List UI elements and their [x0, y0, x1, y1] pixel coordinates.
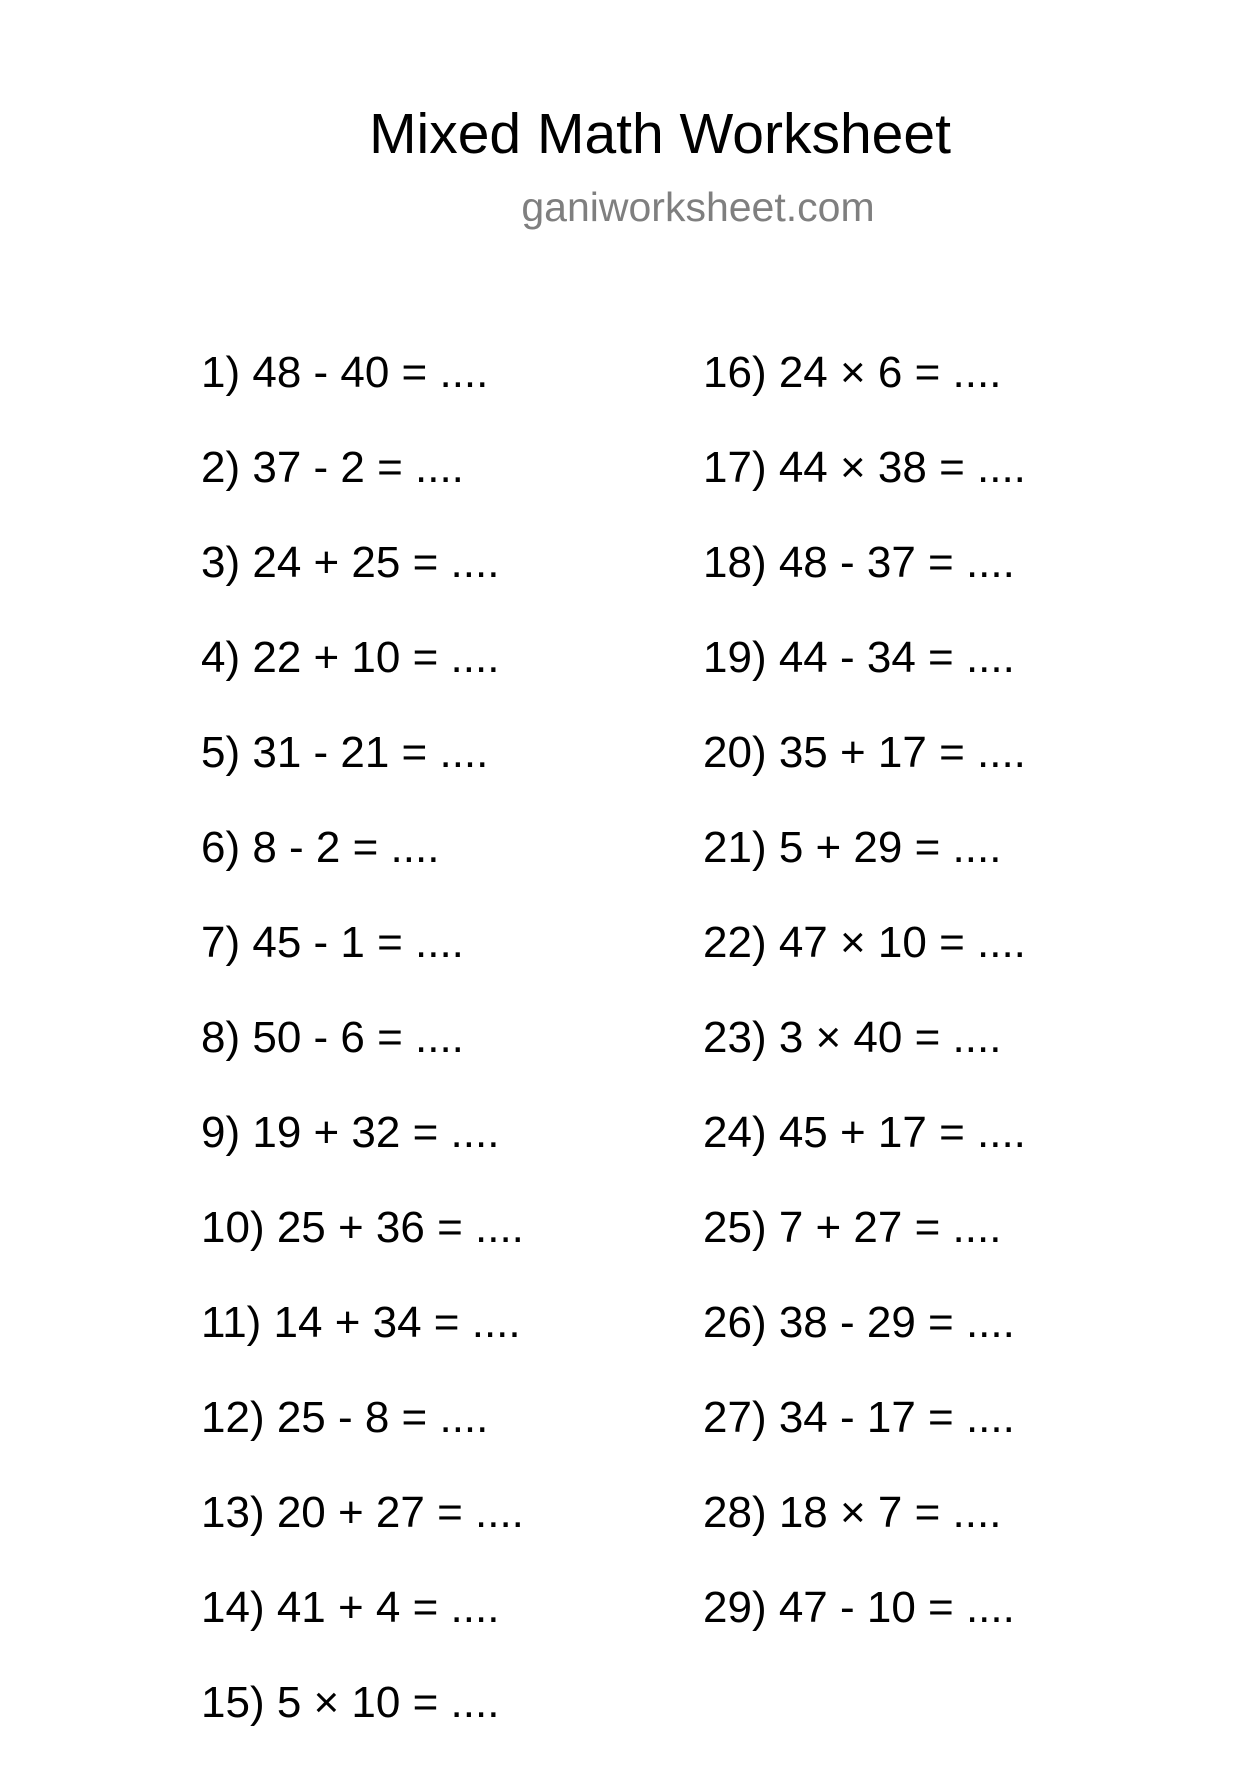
problem-13: 13) 20 + 27 = .... — [201, 1488, 524, 1537]
problem-6: 6) 8 - 2 = .... — [201, 823, 440, 872]
problem-11: 11) 14 + 34 = .... — [201, 1298, 521, 1347]
problem-20: 20) 35 + 17 = .... — [703, 728, 1026, 777]
problem-26: 26) 38 - 29 = .... — [703, 1298, 1015, 1347]
problem-column-right — [703, 343, 1026, 1673]
problem-10: 10) 25 + 36 = .... — [201, 1203, 524, 1252]
problem-column-left — [201, 343, 524, 1768]
problem-12: 12) 25 - 8 = .... — [201, 1393, 489, 1442]
problem-22: 22) 47 × 10 = .... — [703, 918, 1026, 967]
problem-5: 5) 31 - 21 = .... — [201, 728, 489, 777]
problem-7: 7) 45 - 1 = .... — [201, 918, 464, 967]
site-url: ganiworksheet.com — [521, 184, 875, 230]
problem-29: 29) 47 - 10 = .... — [703, 1583, 1015, 1632]
problem-9: 9) 19 + 32 = .... — [201, 1108, 500, 1157]
problem-3: 3) 24 + 25 = .... — [201, 538, 500, 587]
problem-23: 23) 3 × 40 = .... — [703, 1013, 1002, 1062]
problem-14: 14) 41 + 4 = .... — [201, 1583, 500, 1632]
problem-21: 21) 5 + 29 = .... — [703, 823, 1002, 872]
problem-2: 2) 37 - 2 = .... — [201, 443, 464, 492]
problem-27: 27) 34 - 17 = .... — [703, 1393, 1015, 1442]
problem-1: 1) 48 - 40 = .... — [201, 348, 489, 397]
problem-16: 16) 24 × 6 = .... — [703, 348, 1002, 397]
problem-25: 25) 7 + 27 = .... — [703, 1203, 1002, 1252]
problem-15: 15) 5 × 10 = .... — [201, 1678, 500, 1727]
worksheet-title: Mixed Math Worksheet — [369, 102, 951, 166]
problem-19: 19) 44 - 34 = .... — [703, 633, 1015, 682]
problem-17: 17) 44 × 38 = .... — [703, 443, 1026, 492]
problem-24: 24) 45 + 17 = .... — [703, 1108, 1026, 1157]
problem-8: 8) 50 - 6 = .... — [201, 1013, 464, 1062]
problem-4: 4) 22 + 10 = .... — [201, 633, 500, 682]
problem-18: 18) 48 - 37 = .... — [703, 538, 1015, 587]
problem-28: 28) 18 × 7 = .... — [703, 1488, 1002, 1537]
